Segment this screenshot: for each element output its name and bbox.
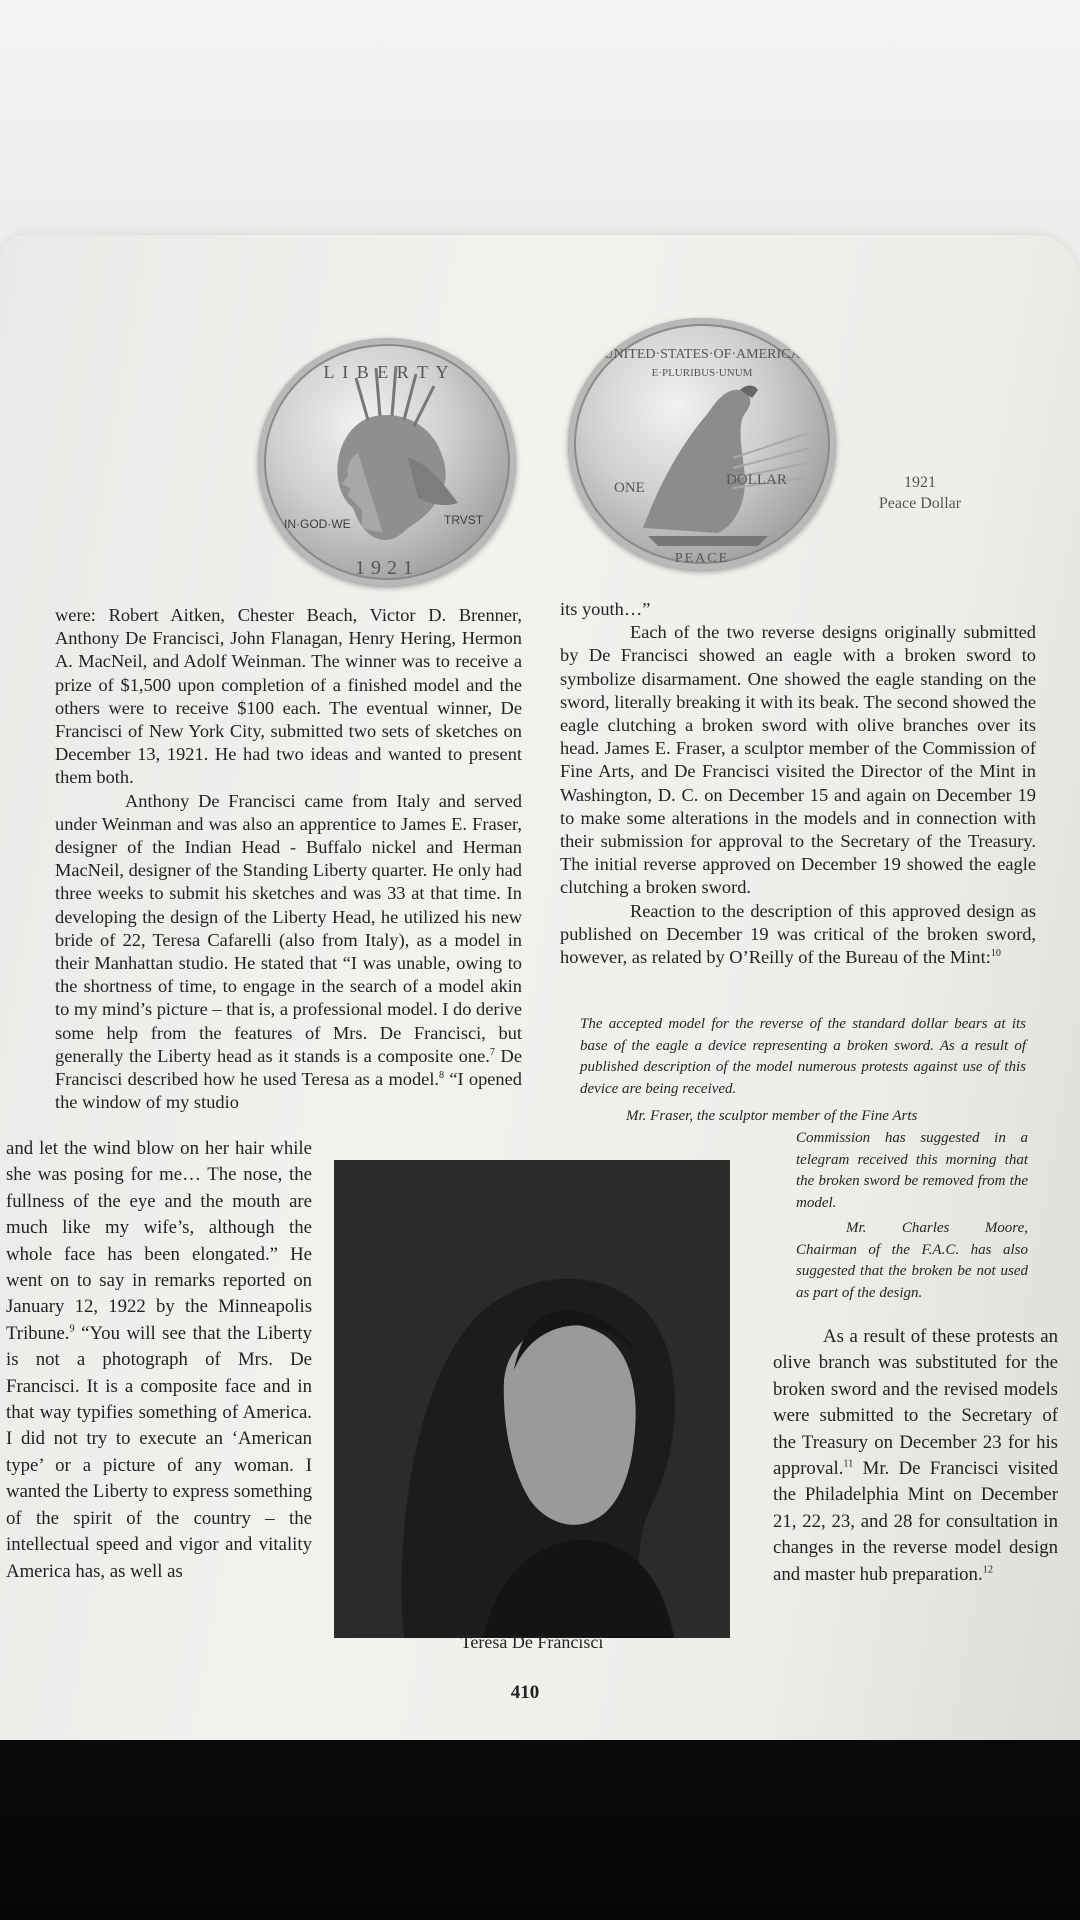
coin-caption: [860, 472, 980, 514]
left-wrap-text-a: and let the wind blow on her hair while she was posing for me… The nose, the fullness of the eye and the mouth are much like my wife’s, although the whole face has been elongated.” He went on to say in remarks reported on January 12, 1922 by the Minneapolis Tribune.: [6, 1138, 312, 1344]
liberty-head-drawing: [258, 338, 516, 586]
coin-caption-title: Peace Dollar: [878, 495, 962, 512]
right-paragraph-2: [560, 900, 1036, 970]
left-paragraph-2: [55, 790, 522, 1115]
coin-caption-year: 1921: [904, 474, 936, 491]
right-paragraph-3: [773, 1324, 1058, 1588]
coin-date: 1921: [355, 557, 419, 579]
right-column: [560, 598, 1036, 969]
footnote-ref-10: 10: [990, 947, 1001, 959]
right-paragraph-3-text-b: Mr. De Francisci visited the Philadelphia Mint on December 21, 22, 23, and 28 for consultation in changes in the reverse model design and master hub preparation.: [773, 1458, 1058, 1585]
coin-legend-top: UNITED·STATES·OF·AMERICA: [603, 347, 801, 362]
coin-word-bottom: PEACE: [674, 551, 730, 566]
right-paragraph-3-text-a: As a result of these protests an olive branch was substituted for the broken sword and the revised models were submitted to the Secretary of the Treasury on December 23 for his approval.: [773, 1326, 1058, 1480]
block-quote-2: Commission has suggested in a telegram received this morning that the broken sword be removed from the model.: [796, 1130, 1028, 1211]
block-quote-3: Mr. Charles Moore, Chairman of the F.A.C. has also suggested that the broken be not used as part of the design.: [796, 1220, 1028, 1301]
coin-reverse-image: [568, 318, 836, 570]
right-lead-line: its youth…”: [560, 599, 651, 619]
left-paragraph-2-text: Anthony De Francisci came from Italy and served under Weinman and was also an apprentice to James E. Fraser, designer of the Indian Head - Buffalo nickel and Herman MacNeil, designer of the Standing Liberty quarter. He only had three weeks to submit his sketches and was 33 at that time. In developing the design of the Liberty Head, he utilized his new bride of 22, Teresa Cafarelli (also from Italy), as a model in their Manhattan studio. He stated that “I was unable, owing to the shortness of time, to engage in the search of a model akin to my mind’s picture – that is, a professional model. I do derive some help from the features of Mrs. De Francisci, but generally the Liberty head as it stands is a composite one.: [55, 790, 522, 1066]
left-paragraph-2-text-c: “I opened the window of my studio: [55, 1069, 522, 1113]
left-wrap-text: [6, 1136, 312, 1585]
left-column: [55, 604, 522, 1114]
footnote-ref-11: 11: [843, 1458, 854, 1470]
left-paragraph-1: were: Robert Aitken, Chester Beach, Victor D. Brenner, Anthony De Francisci, John Flanagan, Henry Hering, Hermon A. MacNeil, and Adolf Weinman. The winner was to receive a prize of $1,500 upon completion of a finished model and the others were to receive $100 each. The eventual winner, De Francisci of New York City, submitted two sets of sketches on December 13, 1921. He had two ideas and wanted to present them both.: [55, 605, 522, 788]
right-paragraph-1: Each of the two reverse designs originally submitted by De Francisci showed an eagle with a broken sword to symbolize disarmament. One showed the eagle standing on the sword, literally breaking it with its beak. The second showed the eagle clutching a broken sword with olive branches over its head. James E. Fraser, a sculptor member of the Commission of Fine Arts, and De Francisci visited the Director of the Mint in Washington, D. C. on December 15 and again on December 19 to make some alterations in the models and in connection with their submission for approval to the Secretary of the Treasury. The initial reverse approved on December 19 showed the eagle clutching a broken sword.: [560, 622, 1036, 898]
coin-legend-inner: E·PLURIBUS·UNUM: [651, 367, 753, 379]
coin-obverse-image: [258, 338, 516, 586]
coin-motto-left: IN·GOD·WE: [284, 517, 351, 531]
coin-denomination-right: DOLLAR: [726, 472, 787, 488]
footnote-ref-8: 8: [439, 1069, 445, 1081]
footnote-ref-9: 9: [69, 1323, 75, 1335]
footnote-ref-12: 12: [982, 1564, 993, 1576]
coin-motto-right: TRVST: [444, 513, 484, 527]
right-paragraph-2-text: Reaction to the description of this approved design as published on December 19 was critical of the broken sword, however, as related by O’Reilly of the Bureau of the Mint:: [560, 900, 1036, 968]
page-number: 410: [510, 1682, 540, 1703]
photo-caption: Teresa De Francisci: [460, 1632, 604, 1652]
eagle-drawing: [568, 318, 836, 570]
coin-denomination-left: ONE: [614, 480, 645, 496]
left-wrap-text-b: “You will see that the Liberty is not a photograph of Mrs. De Francisci. It is a composite face and in that way typifies something of America. I did not try to execute an ‘American type’ or a picture of any woman. I wanted the Liberty to express something of the spirit of the country – the intellectual speed and vigor and vitality America has, as well as: [6, 1322, 312, 1582]
portrait-drawing: [334, 1160, 730, 1638]
footnote-ref-7: 7: [489, 1046, 495, 1058]
block-quote-1: The accepted model for the reverse of the standard dollar bears at its base of the eagle a device representing a broken sword. As a result of published description of the model numerous protests against use of this device are being received.: [580, 1016, 1026, 1097]
coin-legend-top: L I B E R T Y: [323, 362, 451, 382]
block-quote-2-lead: Mr. Fraser, the sculptor member of the Fine Arts: [626, 1108, 918, 1124]
portrait-photo: [334, 1160, 730, 1638]
left-paragraph-2-text-b: De Francisci described how he used Teresa as a model.: [55, 1045, 522, 1090]
